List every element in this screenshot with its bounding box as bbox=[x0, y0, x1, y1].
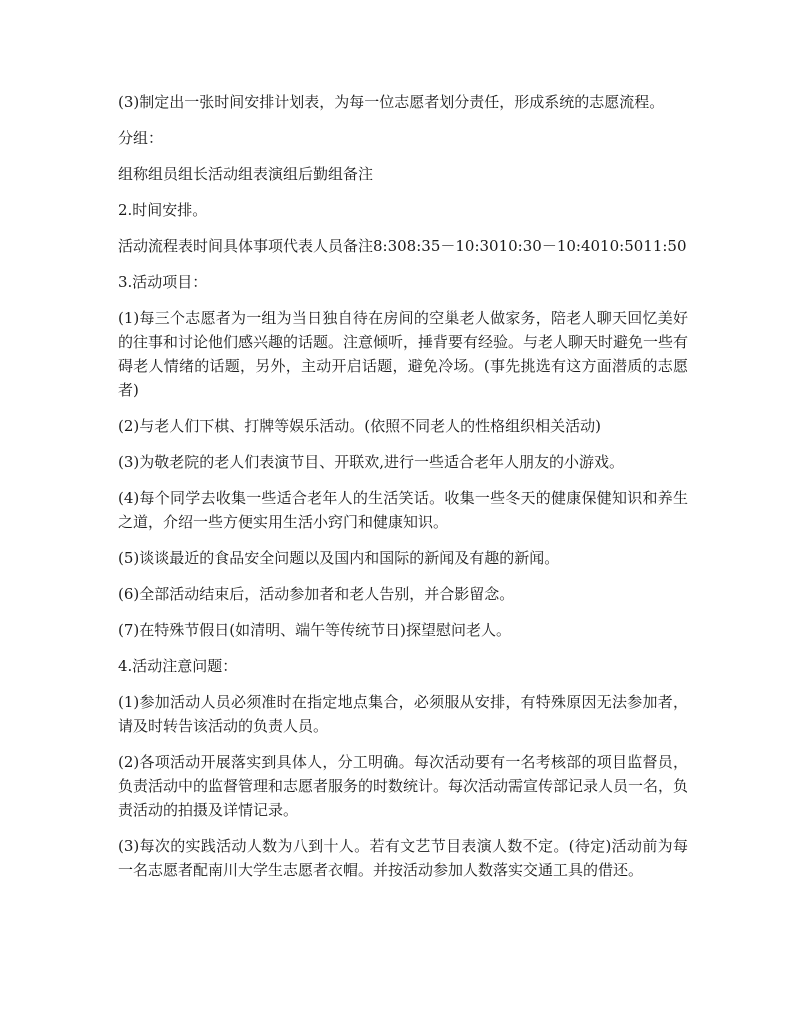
note-item-3: (3)每次的实践活动人数为八到十人。若有文艺节目表演人数不定。(待定)活动前为每一名志愿者配南川大学生志愿者衣帽。并按活动参加人数落实交通工具的借还。 bbox=[118, 837, 688, 879]
activity-item-3: (3)为敬老院的老人们表演节目、开联欢,进行一些适合老年人朋友的小游戏。 bbox=[118, 453, 625, 471]
activity-item-5: (5)谈谈最近的食品安全问题以及国内和国际的新闻及有趣的新闻。 bbox=[118, 549, 560, 567]
activity-item-4: (4)每个同学去收集一些适合老年人的生活笑话。收集一些冬天的健康保健知识和养生之道，介绍一些方便实用生活小窍门和健康知识。 bbox=[118, 489, 688, 531]
activity-item-7: (7)在特殊节假日(如清明、端午等传统节日)探望慰问老人。 bbox=[118, 621, 511, 639]
activity-item-1: (1)每三个志愿者为一组为当日独自待在房间的空巢老人做家务，陪老人聊天回忆美好的往事和讨论他们感兴趣的话题。注意倾听，捶背要有经验。与老人聊天时避免一些有碍老人情绪的话题，另外，主动开启话题，避免冷场。(事先挑选有这方面潜质的志愿者) bbox=[118, 309, 689, 399]
paragraph-group-table: 组称组员组长活动组表演组后勤组备注 bbox=[118, 165, 374, 183]
note-item-2: (2)各项活动开展落实到具体人，分工明确。每次活动要有一名考核部的项目监督员，负责活动中的监督管理和志愿者服务的时数统计。每次活动需宣传部记录人员一名，负责活动的拍摄及详情记录。 bbox=[118, 753, 689, 819]
document-page bbox=[118, 90, 688, 894]
paragraph-grouping-heading: 分组： bbox=[118, 129, 164, 147]
section-heading-activities: 3.活动项目： bbox=[118, 273, 208, 291]
section-heading-time: 2.时间安排。 bbox=[118, 201, 208, 219]
activity-item-2: (2)与老人们下棋、打牌等娱乐活动。(依照不同老人的性格组织相关活动) bbox=[118, 417, 601, 435]
paragraph-schedule-table: 活动流程表时间具体事项代表人员备注8:308:35－10:3010:30－10:4010:5011:50 bbox=[118, 237, 687, 255]
paragraph-plan-table: (3)制定出一张时间安排计划表，为每一位志愿者划分责任，形成系统的志愿流程。 bbox=[118, 93, 665, 111]
activity-item-6: (6)全部活动结束后，活动参加者和老人告别，并合影留念。 bbox=[118, 585, 515, 603]
note-item-1: (1)参加活动人员必须准时在指定地点集合，必须服从安排，有特殊原因无法参加者，请及时转告该活动的负责人员。 bbox=[118, 693, 688, 735]
section-heading-notes: 4.活动注意问题： bbox=[118, 657, 238, 675]
